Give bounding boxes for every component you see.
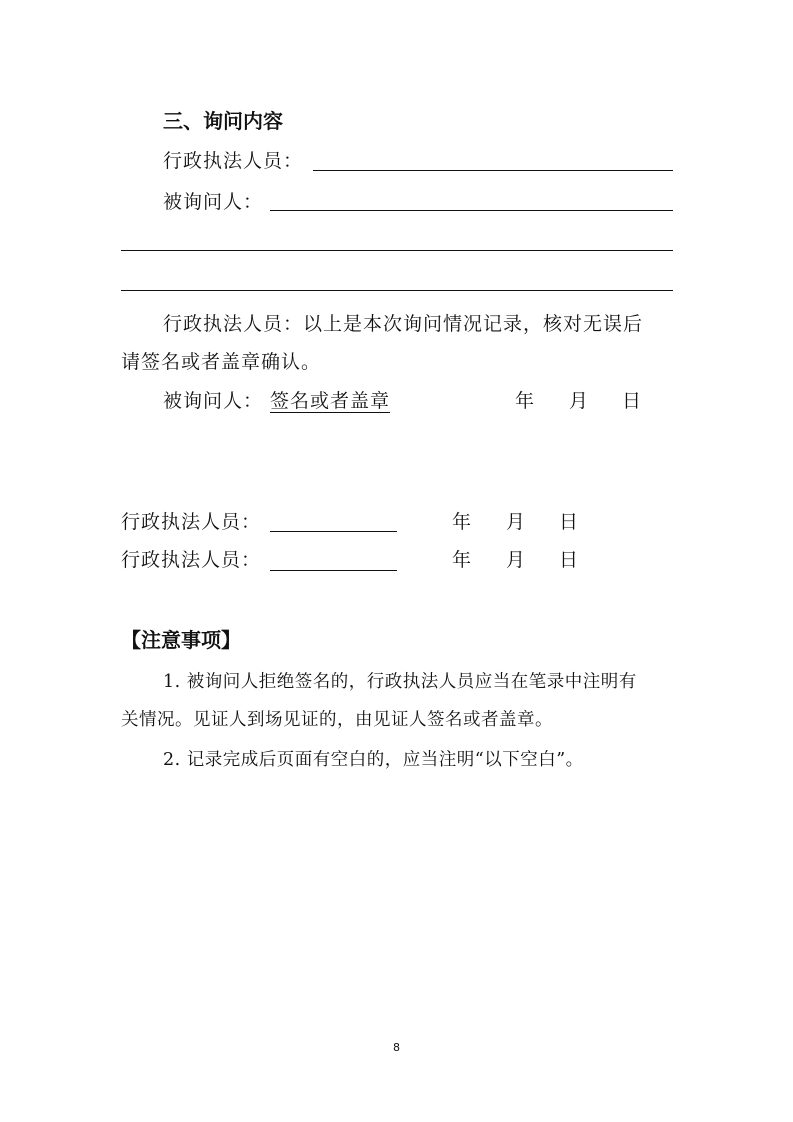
officer-signature-label-2: 行政执法人员： [121,549,262,571]
closing-respondent-label: 被询问人： [163,390,264,412]
officer-signature-label-1: 行政执法人员： [121,511,262,533]
respondent-signature-field: 签名或者盖章 [270,390,391,412]
officer-1-date-year: 年 [452,511,473,533]
officer-2-date-year: 年 [452,549,473,571]
respondent-date-month: 月 [569,390,590,412]
officer-signature-line-1 [270,531,397,532]
note-item-1-line2: 关情况。见证人到场见证的，由见证人签名或者盖章。 [121,710,553,730]
respondent-label: 被询问人： [163,191,264,213]
officer-2-date-month: 月 [506,549,527,571]
officer-1-date-day: 日 [559,511,580,533]
notes-title: 【注意事项】 [121,628,241,652]
closing-statement-line2: 请签名或者盖章确认。 [121,351,322,373]
blank-line-1 [121,250,673,251]
respondent-date-year: 年 [515,390,536,412]
section-title: 三、询问内容 [163,109,283,133]
note-item-2: 2. 记录完成后页面有空白的，应当注明“以下空白”。 [163,750,584,770]
closing-statement-line1: 行政执法人员：以上是本次询问情况记录，核对无误后 [163,313,644,335]
respondent-date-day: 日 [622,390,643,412]
page-number: 8 [393,1041,400,1054]
officer-2-date-day: 日 [559,549,580,571]
officer-1-date-month: 月 [506,511,527,533]
officer-label: 行政执法人员： [163,150,304,172]
officer-answer-line [313,170,673,171]
note-item-1-line1: 1. 被询问人拒绝签名的，行政执法人员应当在笔录中注明有 [163,672,637,692]
blank-line-2 [121,290,673,291]
respondent-answer-line [270,210,673,211]
officer-signature-line-2 [270,570,397,571]
